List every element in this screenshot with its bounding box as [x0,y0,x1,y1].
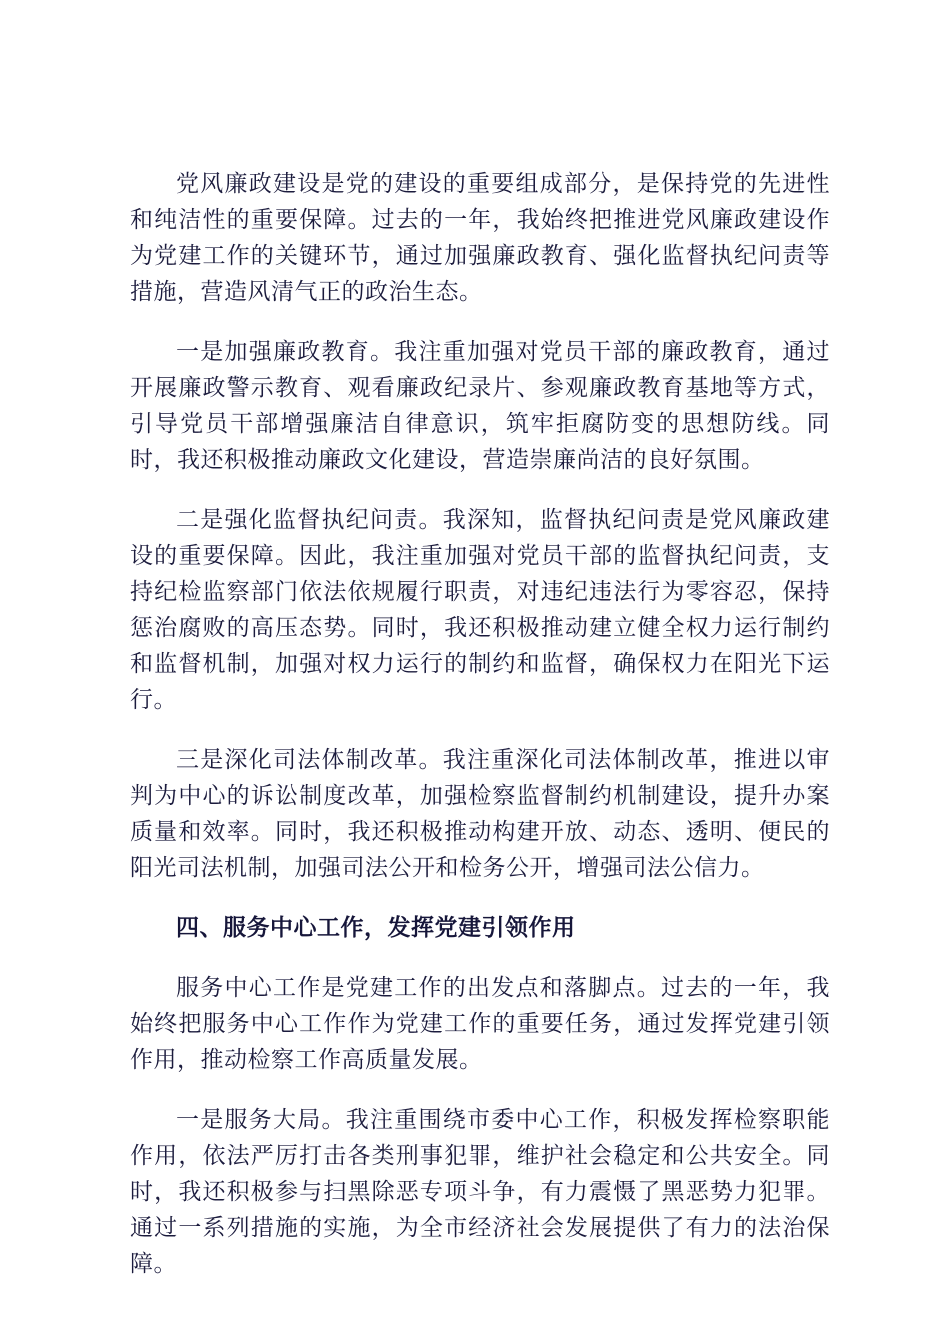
paragraph-serve-center-work: 服务中心工作是党建工作的出发点和落脚点。过去的一年，我始终把服务中心工作作为党建工作的重要任务，通过发挥党建引领作用，推动检察工作高质量发展。 [130,975,830,1073]
section-heading: 四、服务中心工作，发挥党建引领作用 [176,915,576,941]
paragraph-party-conduct-intro: 党风廉政建设是党的建设的重要组成部分，是保持党的先进性和纯洁性的重要保障。过去的一年，我始终把推进党风廉政建设作为党建工作的关键环节，通过加强廉政教育、强化监督执纪问责等措施，营造风清气正的政治生态。 [130,171,830,305]
paragraph-integrity-education: 一是加强廉政教育。我注重加强对党员干部的廉政教育，通过开展廉政警示教育、观看廉政纪录片、参观廉政教育基地等方式，引导党员干部增强廉洁自律意识，筑牢拒腐防变的思想防线。同时，我还积极推动廉政文化建设，营造崇廉尚洁的良好氛围。 [130,339,830,473]
paragraph-serve-overall-situation: 一是服务大局。我注重围绕市委中心工作，积极发挥检察职能作用，依法严厉打击各类刑事犯罪，维护社会稳定和公共安全。同时，我还积极参与扫黑除恶专项斗争，有力震慑了黑恶势力犯罪。通过一系列措施的实施，为全市经济社会发展提供了有力的法治保障。 [130,1107,830,1277]
paragraph-judicial-reform: 三是深化司法体制改革。我注重深化司法体制改革，推进以审判为中心的诉讼制度改革，加强检察监督制约机制建设，提升办案质量和效率。同时，我还积极推动构建开放、动态、透明、便民的阳光司法机制，加强司法公开和检务公开，增强司法公信力。 [130,747,830,881]
document-page [130,166,830,1306]
paragraph-supervision-accountability: 二是强化监督执纪问责。我深知，监督执纪问责是党风廉政建设的重要保障。因此，我注重加强对党员干部的监督执纪问责，支持纪检监察部门依法依规履行职责，对违纪违法行为零容忍，保持惩治腐败的高压态势。同时，我还积极推动建立健全权力运行制约和监督机制，加强对权力运行的制约和监督，确保权力在阳光下运行。 [130,507,830,713]
